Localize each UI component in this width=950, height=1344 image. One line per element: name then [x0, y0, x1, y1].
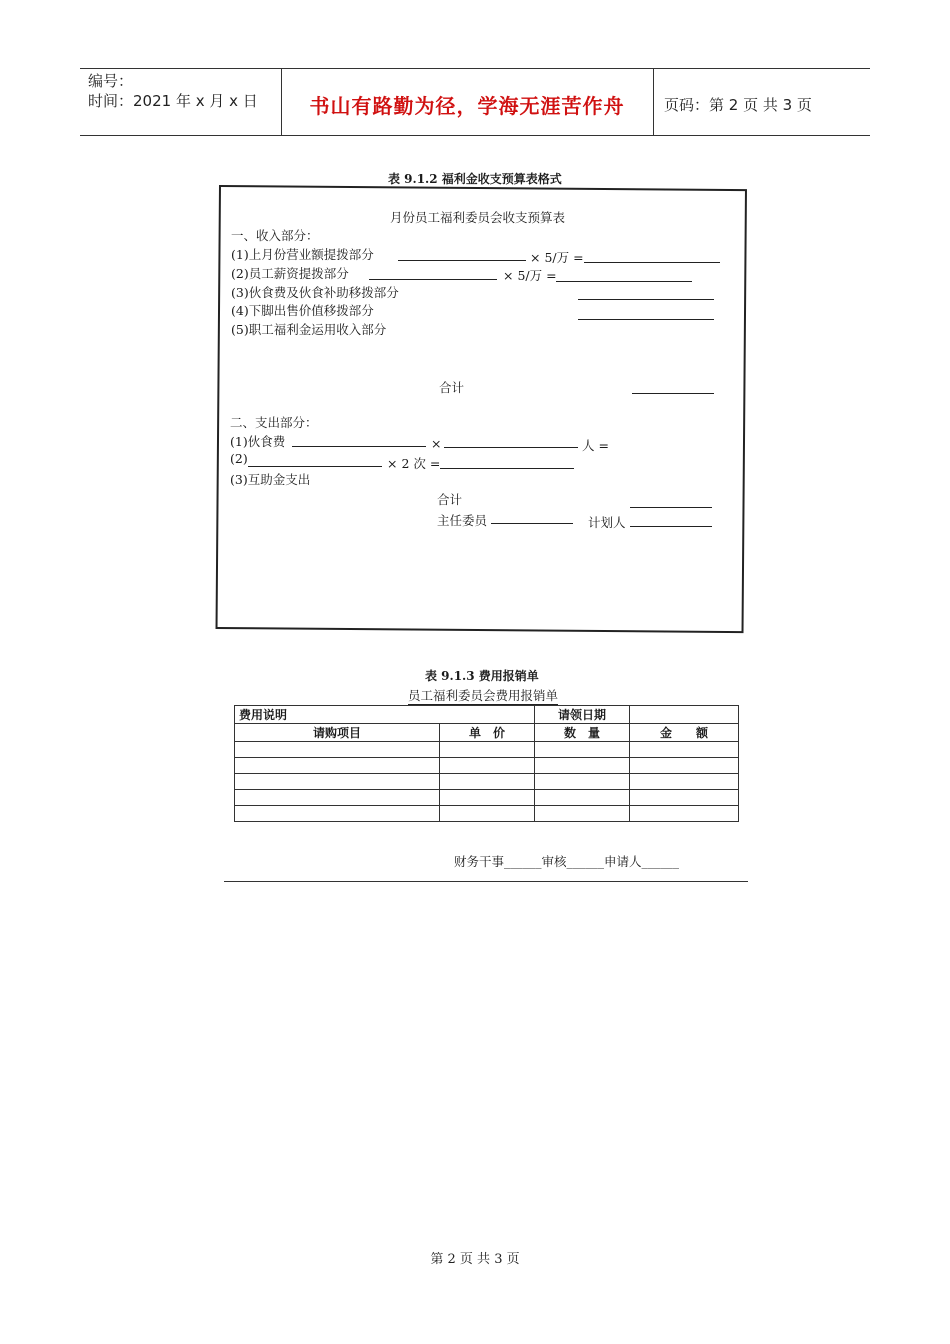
income-item-2-blank [369, 279, 497, 280]
cell[interactable] [535, 774, 630, 790]
col-quantity: 数 量 [535, 724, 630, 742]
table-row [235, 806, 739, 822]
cell[interactable] [630, 790, 739, 806]
expense-item-1-blank-b [444, 447, 578, 448]
expense-item-1-people: 人 = [582, 438, 609, 453]
cell[interactable] [630, 806, 739, 822]
expense-item-1-blank-a [292, 446, 426, 447]
page-footer: 第 2 页 共 3 页 [430, 1252, 520, 1267]
page-info: 页码：第 2 页 共 3 页 [664, 96, 812, 114]
planner-label: 计划人 [588, 515, 626, 530]
expense-item-3: (3)互助金支出 [230, 472, 311, 487]
planner-signature-blank [630, 526, 712, 527]
header-divider-right [653, 68, 654, 135]
cell[interactable] [535, 742, 630, 758]
cell[interactable] [535, 790, 630, 806]
expense-item-1: (1)伙食费 [230, 434, 286, 449]
header-top-rule [80, 68, 870, 69]
expense-item-1-times: × [431, 436, 442, 451]
cell[interactable] [235, 742, 440, 758]
income-item-3: (3)伙食费及伙食补助移拨部分 [231, 285, 399, 300]
income-item-1-rate: × 5/万 = [530, 250, 584, 265]
income-item-2: (2)员工薪资提拨部分 [231, 266, 349, 281]
cell[interactable] [235, 790, 440, 806]
doc-number-label: 编号： [88, 72, 134, 90]
doc-time-label: 时间：2021 年 x 月 x 日 [88, 92, 258, 110]
cell[interactable] [630, 742, 739, 758]
header-motto: 书山有路勤为径，学海无涯苦作舟 [309, 94, 625, 118]
expense-item-2-blank-a [248, 466, 382, 467]
expense-heading: 二、支出部分： [230, 415, 318, 430]
income-item-2-rate: × 5/万 = [503, 268, 557, 283]
income-heading: 一、收入部分： [231, 228, 319, 243]
table-row [235, 774, 739, 790]
form2-caption: 表 9.1.3 费用报销单 [425, 669, 539, 683]
form1-caption: 表 9.1.2 福利金收支预算表格式 [388, 172, 562, 186]
expense-table [234, 705, 739, 822]
date-label: 请领日期 [535, 706, 630, 724]
header-bottom-rule [80, 135, 870, 136]
cell[interactable] [630, 774, 739, 790]
expense-total-label: 合计 [437, 492, 463, 507]
signoff-line: 财务干事______审核______申请人______ [454, 854, 680, 869]
expense-item-2: (2) [230, 451, 248, 466]
col-item: 请购项目 [235, 724, 440, 742]
table-row [235, 742, 739, 758]
form1-title: 月份员工福利委员会收支预算表 [390, 210, 566, 225]
income-item-5: (5)职工福利金运用收入部分 [231, 322, 387, 337]
table-row [235, 790, 739, 806]
form2-title: 员工福利委员会费用报销单 [408, 688, 559, 703]
cell[interactable] [535, 806, 630, 822]
cell[interactable] [235, 774, 440, 790]
cell[interactable] [440, 790, 535, 806]
cell[interactable] [440, 774, 535, 790]
income-total-label: 合计 [439, 380, 465, 395]
desc-label: 费用说明 [235, 706, 535, 724]
cell[interactable] [235, 806, 440, 822]
cell[interactable] [235, 758, 440, 774]
table-row [235, 758, 739, 774]
income-item-1-result [584, 262, 720, 263]
expense-total-blank [630, 507, 712, 508]
table-row [235, 706, 739, 724]
income-item-1-blank [398, 260, 526, 261]
cell[interactable] [440, 742, 535, 758]
col-unit-price: 单 价 [440, 724, 535, 742]
cell[interactable] [535, 758, 630, 774]
date-value-cell[interactable] [630, 706, 739, 724]
income-item-4: (4)下脚出售价值移拨部分 [231, 303, 374, 318]
chair-signature-blank [491, 523, 573, 524]
income-total-blank [632, 393, 714, 394]
income-item-1: (1)上月份营业额提拨部分 [231, 247, 374, 262]
chair-label: 主任委员 [437, 513, 488, 528]
cell[interactable] [440, 806, 535, 822]
income-item-3-result [578, 299, 714, 300]
expense-item-2-times: × 2 次 = [387, 456, 441, 471]
cell[interactable] [630, 758, 739, 774]
table-header-row [235, 724, 739, 742]
col-amount: 金 额 [630, 724, 739, 742]
income-item-4-result [578, 319, 714, 320]
bottom-rule [224, 881, 748, 882]
income-item-2-result [556, 281, 692, 282]
expense-item-2-result [440, 468, 574, 469]
cell[interactable] [440, 758, 535, 774]
